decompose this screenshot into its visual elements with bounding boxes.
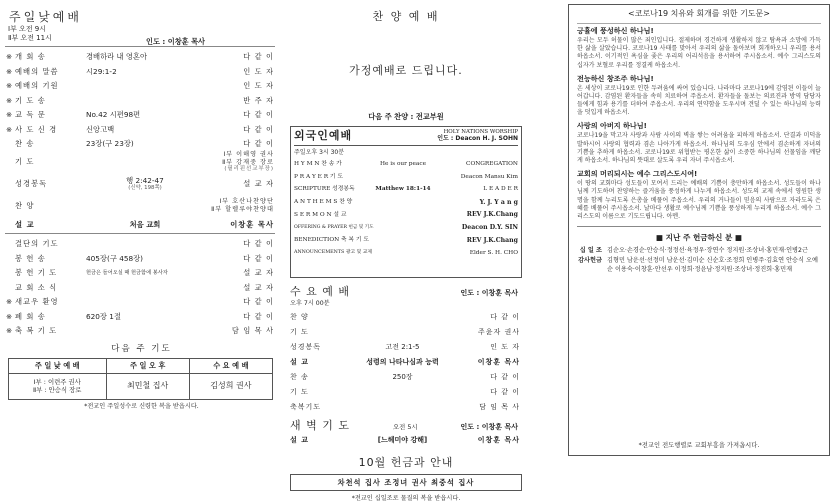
order-item: OFFERING & PRAYER 헌금 및 기도 Deacon D.Y. SIN bbox=[294, 222, 518, 235]
order-item: ※ 새교우 환영 다 같 이 bbox=[3, 295, 280, 310]
prayer-heading: 전능하신 창조주 하나님! bbox=[577, 75, 821, 84]
table-cell: 김성희 권사 bbox=[189, 373, 272, 399]
order-item: SCRIPTURE 성경봉독 Matthew 18:1-14 L E A D E R bbox=[294, 184, 518, 197]
prayer-section bbox=[577, 122, 821, 165]
order-item: 교 회 소 식 설 교 자 bbox=[3, 280, 280, 295]
sunday-worship-title: 주일낮예배 bbox=[9, 10, 280, 25]
order-item-sermon: 설 교 처음 교회 이창훈 목사 bbox=[3, 217, 280, 232]
international-worship-subtitle: HOLY NATIONS WORSHIP bbox=[444, 129, 518, 135]
order-item: H Y M N 찬 송 가 He is our peace CONGREGATION bbox=[294, 158, 518, 171]
order-item: P R A Y E R 기 도 Deacon Mansu Kim bbox=[294, 171, 518, 184]
order-item: ANNOUNCEMENTS 광고 및 교제 Elder S. H. CHO bbox=[294, 247, 518, 260]
order-item: BENEDICTION 축 복 기 도 REV J.K.Chang bbox=[294, 234, 518, 247]
order-item: 설 교 성령의 나타나심과 능력 이창훈 목사 bbox=[290, 355, 522, 370]
service-time-2: Ⅱ부 오전 11시 bbox=[8, 34, 280, 43]
offering-donors-title: ■ 지난 주 헌금하신 분 ■ bbox=[577, 233, 821, 242]
dawn-order-list bbox=[290, 433, 522, 448]
tithe-note: *전교인 십일조로 물질의 복을 받읍시다. bbox=[290, 495, 522, 502]
table-cell: Ⅰ부 : 이련주 권사 Ⅱ부 : 안승식 장로 bbox=[9, 373, 107, 399]
service-time-1: Ⅰ부 오전 9시 bbox=[8, 25, 280, 34]
prayer-section bbox=[577, 27, 821, 70]
prayer-body: 온 세상이 코로나19로 인한 두려움에 싸여 있습니다. 나라마다 코로나19에 감염된 이들이 늘어갑니다. 감염된 환자들을 속히 치료하여 주옵소서. 환자들을 돌보는 의료진과 방역 담당자들에게 힘과 용기를 더하여 주옵소서. 우리의 연약함을 도우시며 견딜 수 있는 하나님의 능력을 덧입게 하옵소서. bbox=[577, 85, 821, 118]
international-order-list bbox=[294, 158, 518, 260]
prayer-title: <코로나19 치유와 회개를 위한 기도문> bbox=[577, 9, 821, 24]
wednesday-header bbox=[290, 285, 522, 299]
table-header: 수 요 예 배 bbox=[189, 358, 272, 373]
prayer-body: 코로나19을 막고자 사랑과 사람 사이의 벽을 쌓는 어려움을 피하게 하옵소서. 단결과 미덕을 발하시어 사랑의 협력과 겸손 나아가게 하옵소서. 하나님의 도우심 안에서 겸손하게 자녀의 기쁨을 추하게 하옵소서. 코로나19로 위협받는 평온한 삶이 소중한 하나님의 선물임을 깨닫게 하옵소서. 하나님의 뜻대로 살도록 우리 자녀 주시옵소서. bbox=[577, 132, 821, 165]
order-item: 찬 송 23장(구 23장) 다 같 이 bbox=[3, 137, 280, 152]
offering-stewards: 차천석 집사 조정녀 권사 최중석 집사 bbox=[290, 474, 522, 491]
wednesday-worship-title: 수 요 예 배 bbox=[290, 285, 350, 299]
sunday-worship-column bbox=[3, 0, 280, 462]
dawn-header bbox=[290, 419, 522, 433]
next-week-prayer-table bbox=[8, 358, 273, 400]
order-item: 축복기도 담 임 목 사 bbox=[290, 400, 522, 415]
wednesday-presider: 인도 : 이창훈 목사 bbox=[461, 289, 518, 298]
international-worship-box bbox=[290, 126, 522, 278]
sunday-presider: 인도 : 이창훈 목사 bbox=[146, 37, 205, 46]
dawn-time: 오전 5시 bbox=[393, 423, 418, 431]
prayer-body: 우리는 모두 허물이 많은 죄인입니다. 절제하며 경건하게 생활하지 않고 탐욕과 소망에 가득한 삶을 살았습니다. 코로나19 사태를 맞아서 우리의 삶을 돌아보며 회개하오니 우리를 용서하옵소서. 이기적인 욕심을 좇은 우리의 어리석음을 용서하여 주시옵소서. 예수 그리스도의 십자가 보혈로 우리를 정결케 하옵소서. bbox=[577, 37, 821, 70]
praise-worship-column bbox=[290, 0, 522, 462]
order-item: 찬 양 다 같 이 bbox=[290, 310, 522, 325]
order-item: A N T H E M S 찬 양 Y. J. Y a n g bbox=[294, 196, 518, 209]
dawn-presider: 인도 : 이창훈 목사 bbox=[461, 423, 518, 432]
home-worship-notice: 가정예배로 드립니다. bbox=[290, 64, 522, 78]
donor-row: 십 일 조 김순오·손경순·안승식·정정선·육정우·장연수 정지원·조상녀·홍민재·인병2근 bbox=[577, 247, 821, 256]
dawn-prayer-title: 새 벽 기 도 bbox=[290, 419, 350, 433]
offering-donors-list bbox=[577, 247, 821, 275]
donor-row: 감사헌금 김형민 남운선·선정미 남운선·김미순 신순호·조정희 인병주·김효연 안승식 오예순 이용숙·이창훈·안선우 이정희·정윤남·정지원·조상녀·정진희·홍민재 bbox=[577, 257, 821, 275]
order-item: ※ 교 독 문 No.42 시편98편 다 같 이 bbox=[3, 108, 280, 123]
order-item: 성경봉독 고전 2:1-5 인 도 자 bbox=[290, 340, 522, 355]
prayer-section bbox=[577, 75, 821, 118]
wednesday-time: 오후 7시 00분 bbox=[290, 300, 522, 308]
order-item: ※ 사 도 신 경 신앙고백 다 같 이 bbox=[3, 122, 280, 137]
table-cell: 최민철 집사 bbox=[106, 373, 189, 399]
divider bbox=[5, 233, 275, 234]
order-item: ※ 예배의 말씀 시29:1-2 인 도 자 bbox=[3, 64, 280, 79]
order-item: S E R M O N 설 교 REV J.K.Chang bbox=[294, 209, 518, 222]
international-worship-time: 주일오후 3시 30분 bbox=[294, 149, 518, 157]
prayer-column bbox=[568, 0, 830, 462]
prayer-heading: 사랑의 아버지 하나님! bbox=[577, 122, 821, 131]
order-item: 결단의 기도 다 같 이 bbox=[3, 237, 280, 252]
offering-title: 10월 헌금과 안내 bbox=[290, 456, 522, 470]
order-item: 봉 헌 기 도 헌금은 들어오실 때 헌금함에 봉사자 설 교 자 bbox=[3, 266, 280, 281]
order-item: 기 도 다 같 이 bbox=[290, 385, 522, 400]
prayer-body: 이 땅의 교회마다 성도들이 모여서 드리는 예배의 기쁨이 충만하게 하옵소서. 성도들이 하나님께 기도하며 찬양하는 즐거움을 풍성하게 나누게 하옵소서. 성도의 교제 속에서 영원한 생명을 함께 누리도록 은총을 베풀어 주옵소서. 우리의 거나들이 믿음의 사람으로 자라도록 은혜를 베풀어 주시옵소서. 날마다 생활로 예수님께 기쁨을 풍성하게 누리게 하옵소서. 예수 그리스도의 이름으로 기도드립니다. 아멘. bbox=[577, 180, 821, 221]
table-header: 주 일 오 후 bbox=[106, 358, 189, 373]
order-item: ※ 예배의 기원 인 도 자 bbox=[3, 79, 280, 94]
sunday-order-list-2 bbox=[3, 237, 280, 339]
order-item-reading: 성경봉독 행 2:42-47 (신약, 198쪽) 설 교 자 bbox=[3, 173, 280, 195]
next-choir: 다음 주 찬양 : 전교부원 bbox=[290, 112, 522, 121]
order-item: ※ 기 도 송 반 주 자 bbox=[3, 93, 280, 108]
order-item-anthem: 찬 양 Ⅰ부 호산나찬양단 Ⅱ부 할렐루야찬양대 bbox=[3, 195, 280, 217]
prayer-frame bbox=[568, 4, 830, 456]
order-item-prayer: 기 도 Ⅰ부 이해영 권사 Ⅱ부 강재중 장로 (필리핀선교부장) bbox=[3, 151, 280, 173]
order-item: ※ 폐 회 송 620장 1절 다 같 이 bbox=[3, 309, 280, 324]
international-worship-leader: 인도 : Deacon H. J. SOHN bbox=[437, 135, 518, 143]
wednesday-order-list bbox=[290, 310, 522, 415]
sabbath-note: *전교인 주일성수로 신령한 복을 받읍시다. bbox=[3, 403, 280, 411]
order-item: 봉 헌 송 405장(구 458장) 다 같 이 bbox=[3, 251, 280, 266]
sunday-order-list bbox=[3, 50, 280, 232]
divider bbox=[577, 226, 821, 227]
order-item: 찬 송 250장 다 같 이 bbox=[290, 370, 522, 385]
prayer-heading: 긍휼에 풍성하신 하나님! bbox=[577, 27, 821, 36]
international-worship-title: 외국인예배 bbox=[294, 129, 352, 143]
order-item: ※ 개 회 송 경배하라 내 영혼아 다 같 이 bbox=[3, 50, 280, 65]
order-item: 기 도 주윤자 권사 bbox=[290, 325, 522, 340]
order-item: ※ 축 복 기 도 담 임 목 사 bbox=[3, 324, 280, 339]
evangelism-note: *전교인 전도행렬로 교회부흥을 가져옵시다. bbox=[569, 442, 829, 450]
table-header: 주 일 낮 예 배 bbox=[9, 358, 107, 373]
praise-worship-title: 찬 양 예 배 bbox=[290, 10, 522, 24]
next-week-prayer-title: 다음 주 기도 bbox=[3, 344, 280, 355]
order-item: 설 교 [느헤미야 강해] 이창훈 목사 bbox=[290, 433, 522, 448]
prayer-heading: 교회의 머리되시는 예수 그리스도시여! bbox=[577, 170, 821, 179]
divider bbox=[5, 46, 275, 47]
prayer-section bbox=[577, 170, 821, 221]
